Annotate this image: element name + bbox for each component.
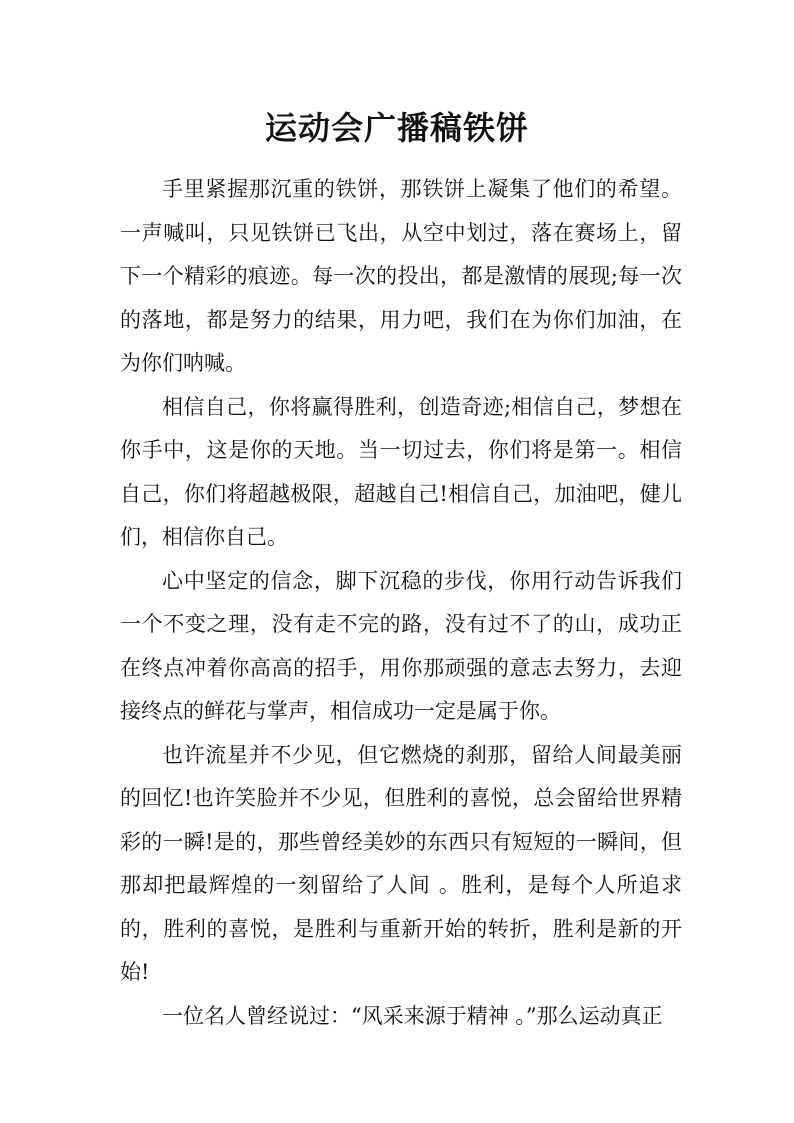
paragraph-5: 一位名人曾经说过：“风采来源于精神 。”那么运动真正 [162,1003,663,1028]
document-title: 运动会广播稿铁饼 [264,109,529,147]
paragraph-3: 心中坚定的信念，脚下沉稳的步伐，你用行动告诉我们一个不变之理，没有走不完的路，没有过不了的山，成功正在终点冲着你高高的招手，用你那顽强的意志去努力，去迎接终点的鲜花与掌声，相信成功一定是属于你。 [120,568,682,723]
document-body [120,168,682,1038]
paragraph-4: 也许流星并不少见，但它燃烧的刹那，留给人间最美丽的回忆!也许笑脸并不少见，但胜利的喜悦，总会留给世界精彩的一瞬!是的，那些曾经美妙的东西只有短短的一瞬间，但那却把最辉煌的一刻留给了人间 。胜利，是每个人所追求的，胜利的喜悦，是胜利与重新开始的转折，胜利是新的开始! [120,742,682,984]
paragraph-2: 相信自己，你将赢得胜利，创造奇迹;相信自己，梦想在你手中，这是你的天地。当一切过去，你们将是第一。相信自己，你们将超越极限，超越自己!相信自己，加油吧，健儿们，相信你自己。 [120,394,682,549]
paragraph-1: 手里紧握那沉重的铁饼，那铁饼上凝集了他们的希望。一声喊叫，只见铁饼已飞出，从空中划过，落在赛场上，留下一个精彩的痕迹。每一次的投出，都是激情的展现;每一次的落地，都是努力的结果，用力吧，我们在为你们加油，在为你们呐喊。 [120,177,682,375]
